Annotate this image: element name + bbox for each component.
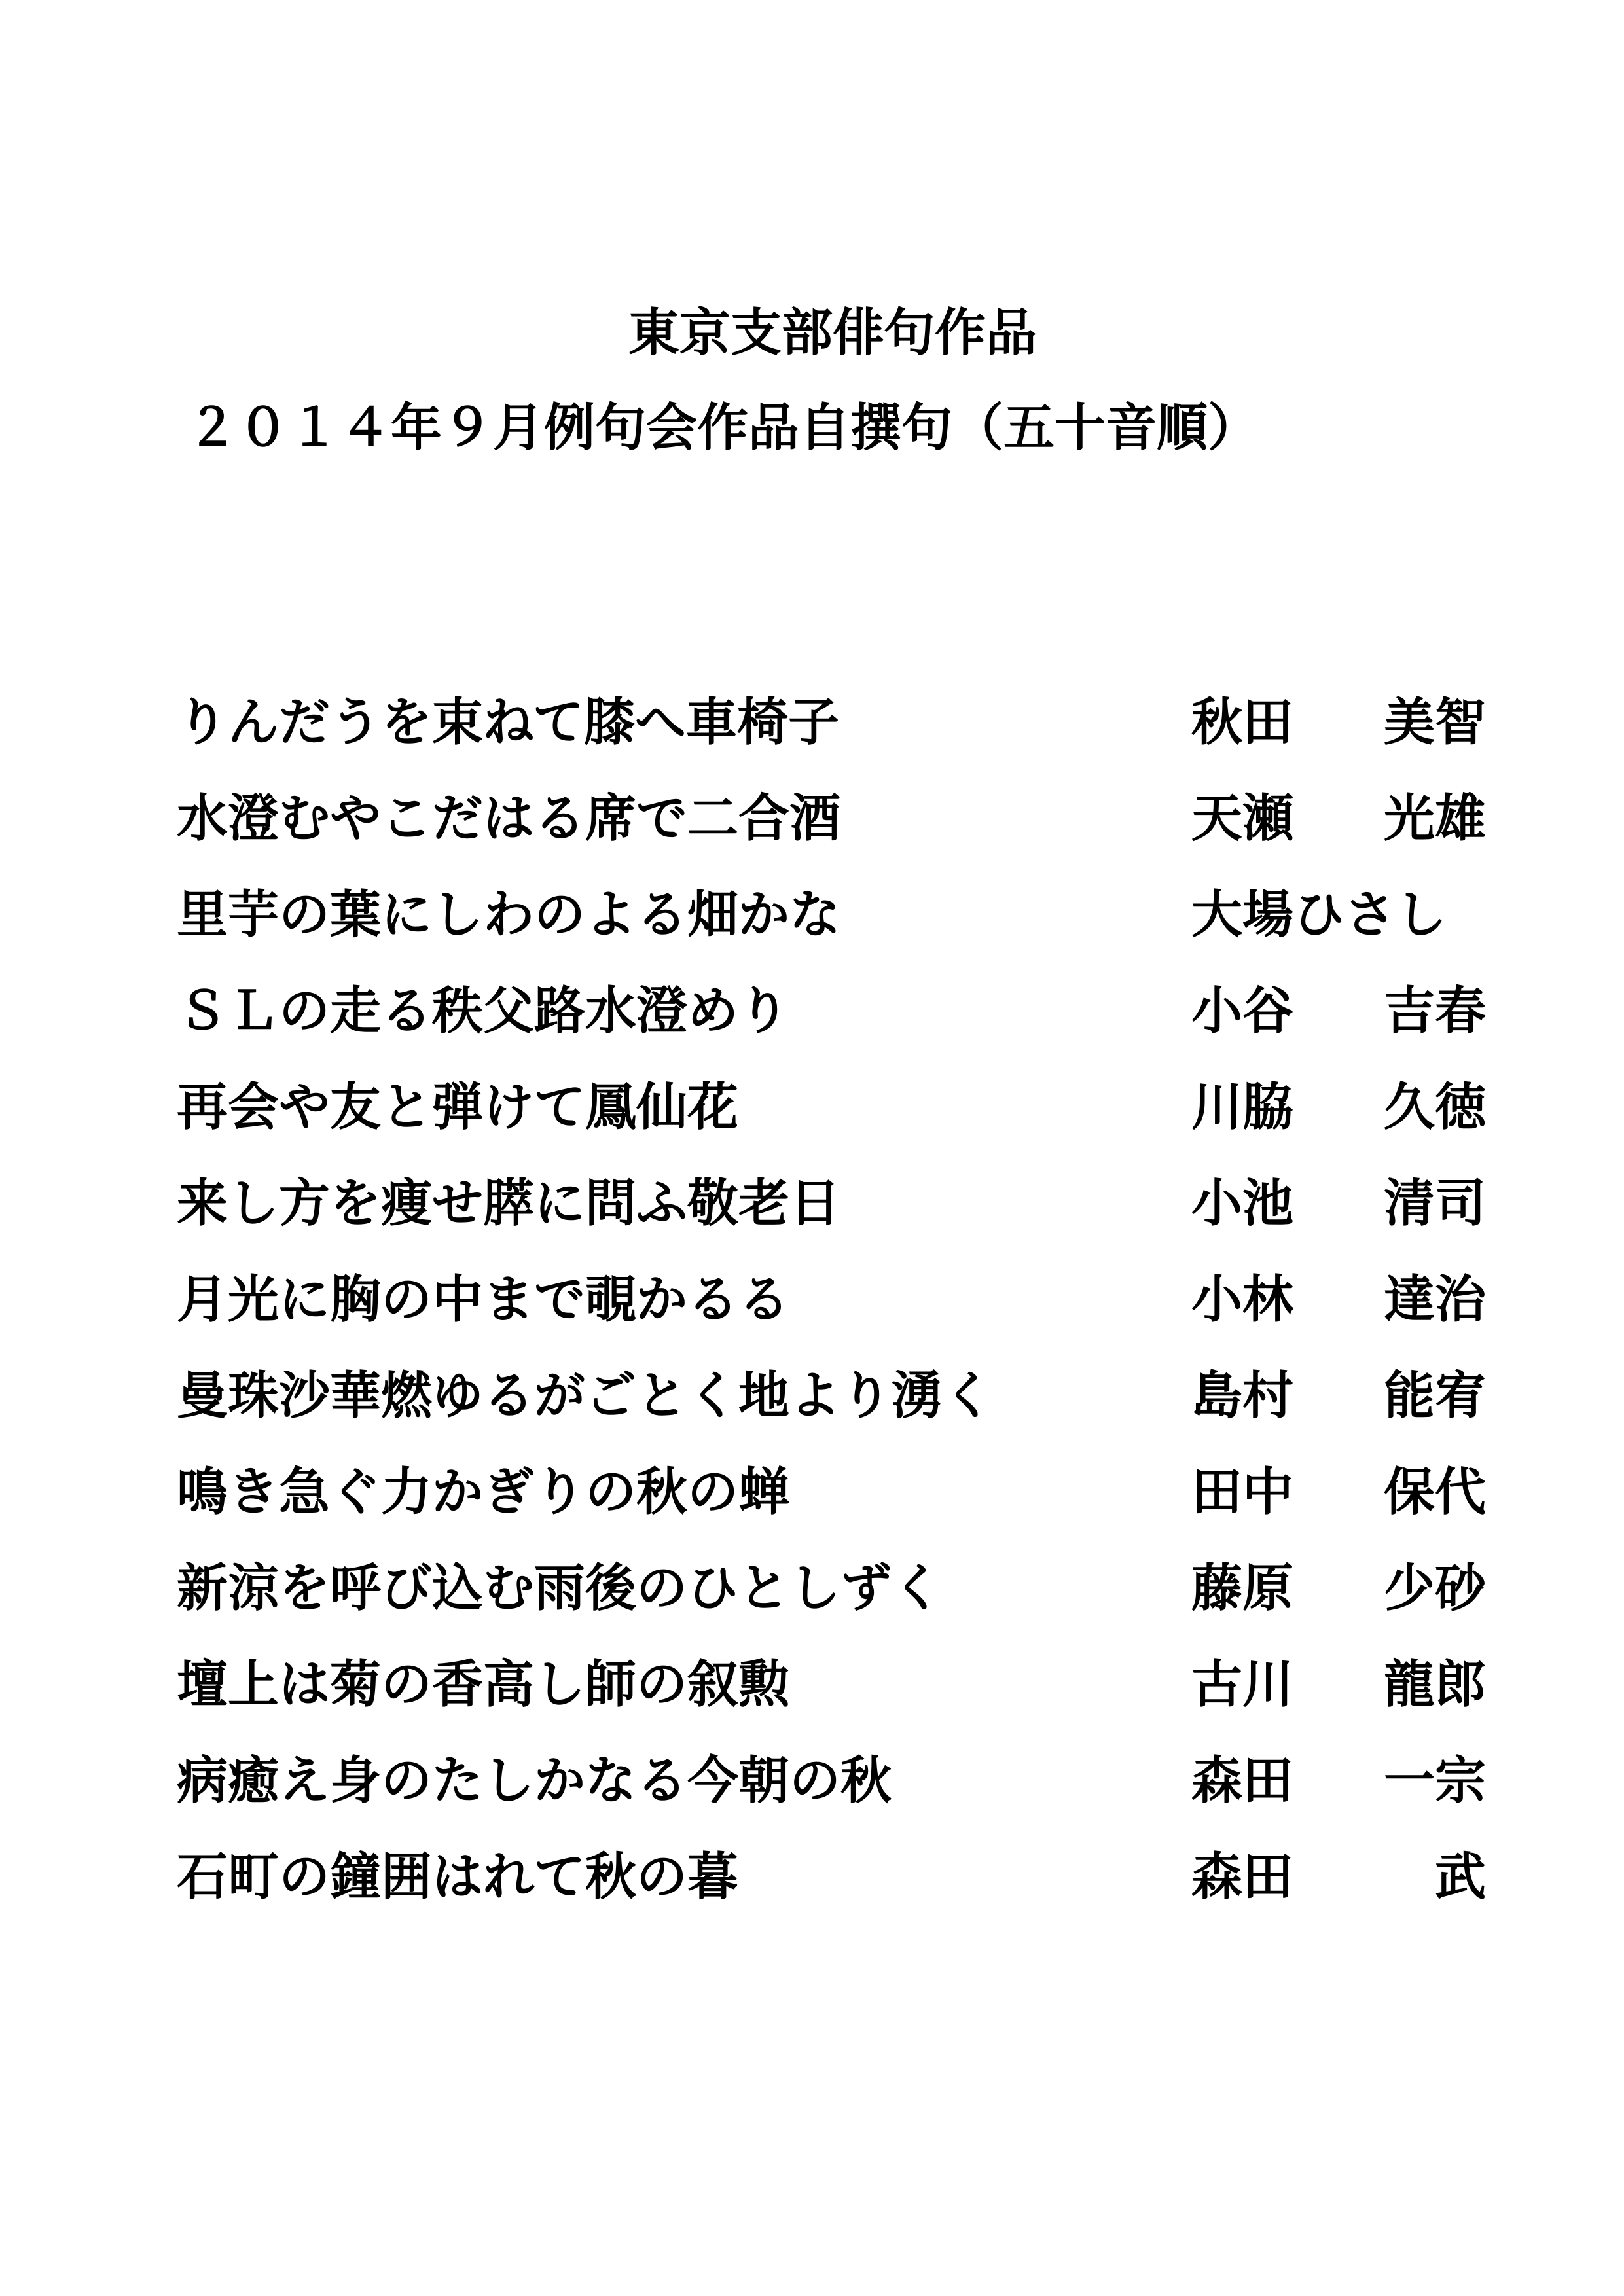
author-given-name: 清司 [1383,1174,1486,1233]
author-surname: 天瀬 [1191,789,1294,848]
author-surname: 島村 [1191,1366,1294,1426]
haiku-text: 来し方を痩せ膵に問ふ敬老日 [177,1174,841,1233]
haiku-entry [177,1847,1486,1948]
page-subtitle: ２０１４年９月例句会作品自撰句（五十音順） [187,398,1259,457]
author-given-name: 武 [1434,1847,1486,1907]
haiku-text: ＳＬの走る秩父路水澄めり [177,981,790,1041]
author-given-name: 能宥 [1383,1366,1486,1426]
haiku-entry [177,885,1486,986]
author-given-name: 龍郎 [1383,1655,1486,1714]
author-full-name: 大場ひさし [1191,885,1447,944]
author-given-name: 達治 [1383,1270,1486,1329]
author-given-name: 一宗 [1383,1751,1486,1810]
haiku-entry [177,1558,1486,1659]
haiku-entry [177,789,1486,889]
page-title: 東京支部俳句作品 [628,303,1038,363]
haiku-text: 水澄むやこだはる席で二合酒 [177,789,841,848]
haiku-text: 再会や友と弾けて鳳仙花 [177,1077,739,1137]
author-given-name: 光雄 [1383,789,1486,848]
haiku-text: 曼珠沙華燃ゆるがごとく地より湧く [177,1366,994,1426]
haiku-entry [177,692,1486,793]
haiku-text: りんだうを束ねて膝へ車椅子 [177,692,840,752]
haiku-entry [177,1462,1486,1563]
haiku-entry [177,981,1486,1082]
author-given-name: 少砂 [1383,1558,1486,1618]
author-given-name: 保代 [1383,1462,1486,1522]
author-given-name: 久徳 [1383,1077,1486,1137]
haiku-list [177,692,1486,1948]
haiku-text: 月光に胸の中まで覗かるる [177,1270,790,1329]
haiku-entry [177,1751,1486,1852]
haiku-text: 壇上は菊の香高し師の叙勲 [177,1655,790,1714]
haiku-entry [177,1174,1486,1274]
haiku-text: 新涼を呼び込む雨後のひとしずく [177,1558,943,1618]
author-surname: 森田 [1191,1751,1294,1810]
haiku-text: 里芋の葉にしわのよる畑かな [177,885,841,944]
author-surname: 藤原 [1191,1558,1294,1618]
author-surname: 古川 [1191,1655,1294,1714]
author-given-name: 美智 [1383,692,1486,752]
haiku-entry [177,1077,1486,1178]
haiku-text: 石町の鐘囲はれて秋の暮 [177,1847,739,1907]
author-given-name: 吉春 [1383,981,1486,1041]
haiku-entry [177,1270,1486,1371]
haiku-entry [177,1366,1486,1467]
haiku-text: 病癒え身のたしかなる今朝の秋 [177,1751,892,1810]
author-surname: 小谷 [1191,981,1294,1041]
author-surname: 小林 [1191,1270,1294,1329]
author-surname: 森田 [1191,1847,1294,1907]
author-surname: 小池 [1191,1174,1294,1233]
haiku-entry [177,1655,1486,1755]
haiku-text: 鳴き急ぐ力かぎりの秋の蝉 [177,1462,790,1522]
author-surname: 川脇 [1191,1077,1294,1137]
author-surname: 田中 [1191,1462,1294,1522]
author-surname: 秋田 [1191,692,1294,752]
